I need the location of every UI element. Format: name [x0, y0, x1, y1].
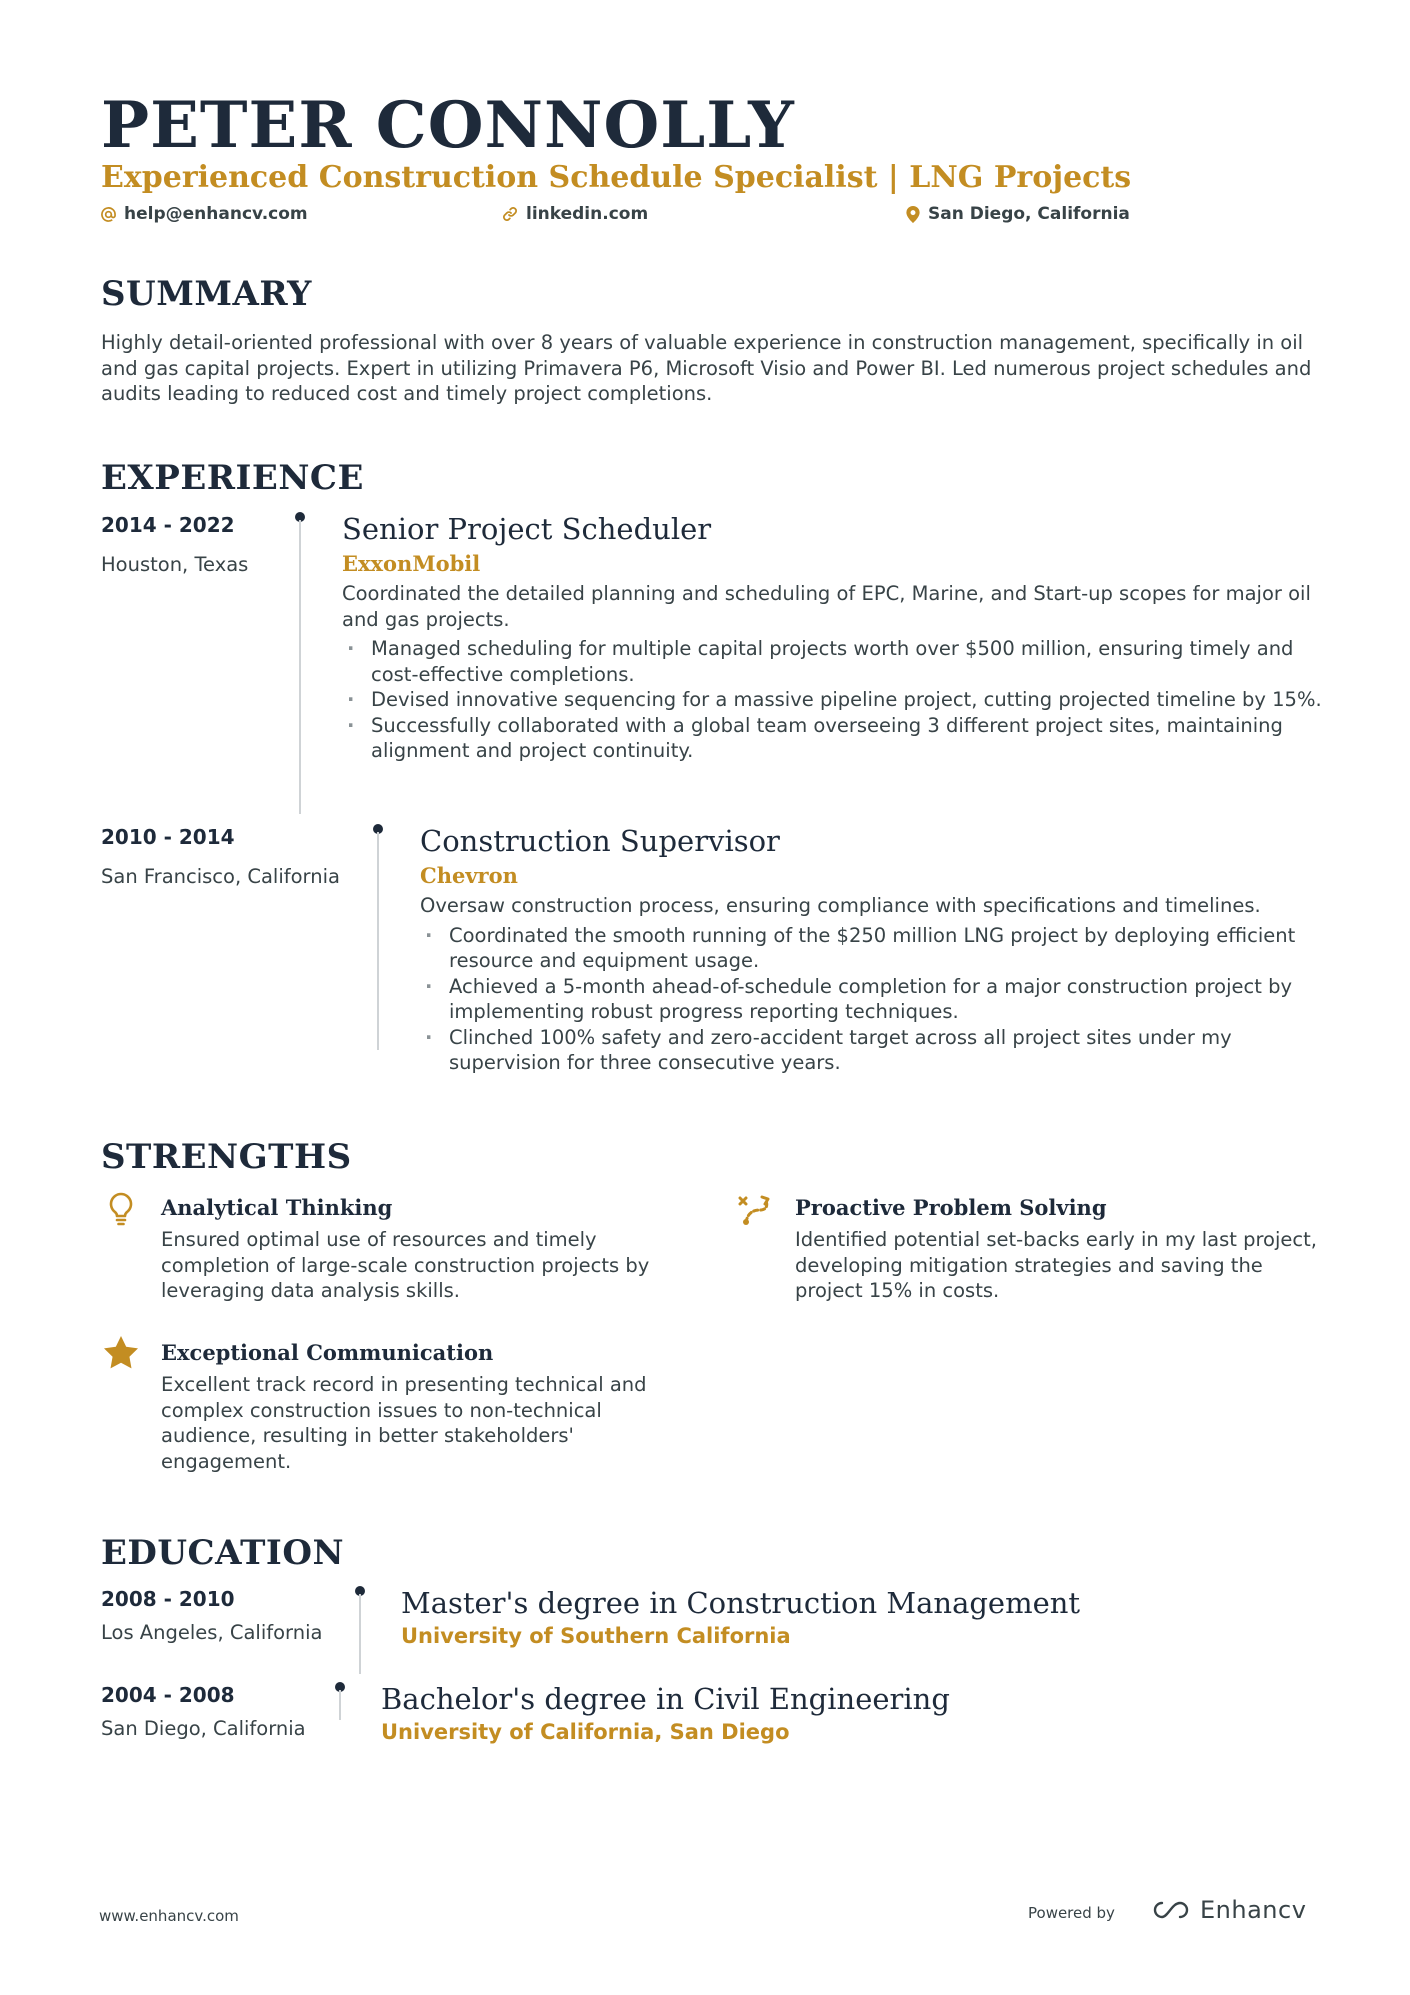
- summary-text: Highly detail-oriented professional with over 8 years of valuable experience in construction management, specifically in oil and gas capital projects. Expert in utilizing Primavera P6, Microsoft Visio and Power BI. Led numerous project schedules and audits leading to reduced cost and timely project completions.: [101, 331, 1312, 405]
- job-1-dates: 2014 - 2022: [101, 513, 235, 537]
- education-heading: EDUCATION: [101, 1533, 345, 1573]
- strength-3-title: Exceptional Communication: [161, 1340, 494, 1365]
- experience-heading: EXPERIENCE: [101, 458, 364, 498]
- contact-location: [906, 203, 1130, 225]
- list-item: · Managed scheduling for multiple capital projects worth over $500 million, ensuring timely and cost-effective completions.: [342, 636, 1322, 687]
- candidate-name: PETER CONNOLLY: [101, 88, 795, 163]
- job-1-role: Senior Project Scheduler: [342, 512, 712, 546]
- job-2-description: Oversaw construction process, ensuring compliance with specifications and timelines.: [420, 894, 1261, 917]
- enhancv-logo-text: Enhancv: [1200, 1896, 1307, 1924]
- star-icon: [103, 1336, 139, 1370]
- job-2-dates: 2010 - 2014: [101, 825, 235, 849]
- job-2-company: Chevron: [420, 863, 518, 888]
- edu-2-dates: 2004 - 2008: [101, 1683, 235, 1707]
- footer-powered-by: Powered by: [1028, 1904, 1115, 1922]
- timeline-line: [339, 1690, 341, 1720]
- list-item: · Successfully collaborated with a global team overseeing 3 different project sites, maintaining alignment and project continuity.: [342, 713, 1322, 764]
- contact-linkedin-text: linkedin.com: [526, 204, 649, 224]
- contact-location-text: San Diego, California: [928, 204, 1130, 224]
- strength-1-text: Ensured optimal use of resources and timely completion of large-scale construction projects by leveraging data analysis skills.: [161, 1228, 650, 1302]
- strength-1-title: Analytical Thinking: [161, 1195, 393, 1220]
- edu-1-degree: Master's degree in Construction Management: [401, 1586, 1081, 1620]
- strength-1: [161, 1194, 681, 1304]
- job-2-details: [420, 822, 1330, 1076]
- edu-2-degree: Bachelor's degree in Civil Engineering: [381, 1682, 950, 1716]
- edu-1-dates: 2008 - 2010: [101, 1587, 235, 1611]
- at-icon: [101, 207, 116, 222]
- job-1-company: ExxonMobil: [342, 551, 481, 576]
- contact-email[interactable]: [101, 203, 308, 225]
- job-2-bullets: [420, 923, 1330, 1076]
- timeline-line: [377, 832, 379, 1050]
- timeline-line: [359, 1594, 361, 1674]
- list-item: · Achieved a 5-month ahead-of-schedule completion for a major construction project by implementing robust progress reporting techniques.: [420, 974, 1330, 1025]
- list-item: · Clinched 100% safety and zero-accident target across all project sites under my supervision for three consecutive years.: [420, 1025, 1330, 1076]
- edu-1-location: Los Angeles, California: [101, 1621, 323, 1644]
- job-1-location: Houston, Texas: [101, 553, 249, 576]
- lightbulb-icon: [108, 1192, 134, 1226]
- edu-1-details: [401, 1584, 1080, 1650]
- route-icon: [738, 1194, 774, 1226]
- strength-2-title: Proactive Problem Solving: [795, 1195, 1107, 1220]
- footer-website[interactable]: www.enhancv.com: [99, 1907, 239, 1925]
- list-item: · Coordinated the smooth running of the $250 million LNG project by deploying efficient resource and equipment usage.: [420, 923, 1330, 974]
- enhancv-logo[interactable]: [1148, 1896, 1306, 1924]
- strength-3: [161, 1339, 681, 1474]
- list-item: · Devised innovative sequencing for a massive pipeline project, cutting projected timeline by 15%.: [342, 687, 1322, 713]
- strength-2: [795, 1194, 1335, 1304]
- timeline-line: [299, 520, 301, 814]
- enhancv-logo-icon: [1148, 1899, 1194, 1921]
- job-2-role: Construction Supervisor: [420, 824, 780, 858]
- strengths-heading: STRENGTHS: [101, 1137, 352, 1177]
- contact-email-text: help@enhancv.com: [124, 204, 308, 224]
- contact-linkedin[interactable]: [502, 203, 648, 225]
- link-icon: [502, 206, 518, 222]
- strength-2-text: Identified potential set-backs early in my last project, developing mitigation strategies and saving the project 15% in costs.: [795, 1228, 1317, 1302]
- job-1-details: [342, 510, 1322, 764]
- job-1-bullets: [342, 636, 1322, 764]
- summary-heading: SUMMARY: [101, 274, 312, 314]
- strength-3-text: Excellent track record in presenting technical and complex construction issues to non-technical audience, resulting in better stakeholders' engagement.: [161, 1373, 647, 1473]
- edu-1-school: University of Southern California: [401, 1624, 791, 1648]
- location-pin-icon: [906, 206, 920, 223]
- headline: Experienced Construction Schedule Specialist | LNG Projects: [101, 160, 1132, 195]
- edu-2-details: [381, 1680, 950, 1746]
- job-2-location: San Francisco, California: [101, 865, 340, 888]
- edu-2-location: San Diego, California: [101, 1717, 306, 1740]
- edu-2-school: University of California, San Diego: [381, 1720, 790, 1744]
- job-1-description: Coordinated the detailed planning and scheduling of EPC, Marine, and Start-up scopes for major oil and gas projects.: [342, 582, 1311, 631]
